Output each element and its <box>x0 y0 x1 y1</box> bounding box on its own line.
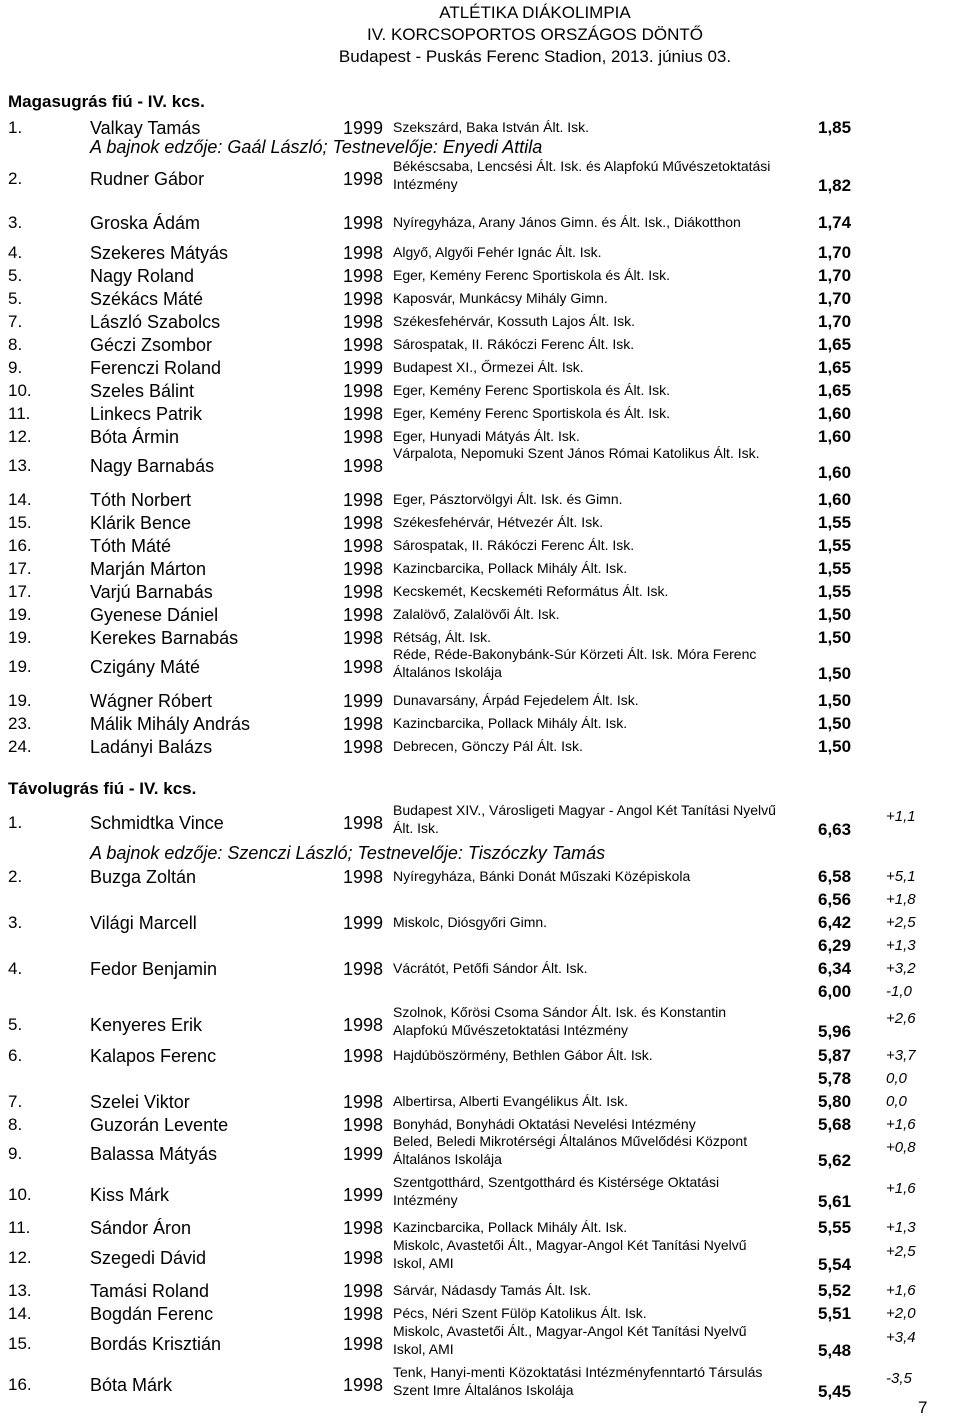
athlete-name: Ladányi Balázs <box>90 737 213 757</box>
athlete-year: 1998 <box>343 427 384 447</box>
athlete-wind: +1,3 <box>886 937 916 954</box>
athlete-year: 1998 <box>343 867 384 887</box>
athlete-name: Tamási Roland <box>90 1281 210 1301</box>
athlete-name: Szeles Bálint <box>90 381 195 401</box>
athlete-year: 1998 <box>343 1334 384 1354</box>
athlete-name: Sándor Áron <box>90 1218 192 1238</box>
athlete-name: Wágner Róbert <box>90 691 213 711</box>
athlete-school: Eger, Kemény Ferenc Sportiskola és Ált. Isk. <box>393 405 671 421</box>
result-row <box>0 1133 960 1170</box>
athlete-rank: 17. <box>8 559 32 578</box>
athlete-rank: 5. <box>8 289 23 308</box>
athlete-school: Albertirsa, Alberti Evangélikus Ált. Isk. <box>393 1093 628 1109</box>
athlete-school: Nyíregyháza, Arany János Gimn. és Ált. Isk., Diákotthon <box>393 214 741 230</box>
athlete-year: 1998 <box>343 657 384 677</box>
athlete-result: 1,65 <box>818 335 852 354</box>
athlete-rank: 16. <box>8 1375 32 1394</box>
result-row <box>0 1174 960 1211</box>
result-row <box>0 533 960 556</box>
athlete-rank: 10. <box>8 1185 32 1204</box>
athlete-school: Szolnok, Kőrösi Csoma Sándor Ált. Isk. és Konstantin Alapfokú Művészetoktatási Intézmény <box>393 1004 727 1038</box>
athlete-year: 1998 <box>343 1304 384 1324</box>
athlete-name: Tóth Máté <box>90 536 172 556</box>
athlete-result: 5,87 <box>818 1046 852 1065</box>
athlete-name: Szelei Viktor <box>90 1092 190 1112</box>
athlete-name: Málik Mihály András <box>90 714 251 734</box>
athlete-year: 1998 <box>343 628 384 648</box>
athlete-rank: 9. <box>8 358 23 377</box>
athlete-name: Groska Ádám <box>90 213 201 233</box>
athlete-name: Ferenczi Roland <box>90 358 222 378</box>
athlete-school: Budapest XI., Őrmezei Ált. Isk. <box>393 359 584 375</box>
athlete-school: Miskolc, Avastetői Ált., Magyar-Angol Két Tanítási Nyelvű Iskol, AMI <box>393 1237 747 1271</box>
athlete-wind: +0,8 <box>886 1139 916 1156</box>
athlete-school: Kazincbarcika, Pollack Mihály Ált. Isk. <box>393 1219 628 1235</box>
athlete-rank: 19. <box>8 691 32 710</box>
athlete-wind: 0,0 <box>886 1093 907 1110</box>
athlete-name: Klárik Bence <box>90 513 192 533</box>
athlete-name: Tóth Norbert <box>90 490 192 510</box>
athlete-result: 5,62 <box>818 1151 852 1170</box>
athlete-result: 5,45 <box>818 1382 852 1401</box>
athlete-school: Zalalövő, Zalalövői Ált. Isk. <box>393 606 560 622</box>
athlete-school: Dunavarsány, Árpád Fejedelem Ált. Isk. <box>393 692 639 708</box>
athlete-rank: 15. <box>8 513 32 532</box>
athlete-rank: 13. <box>8 1281 32 1300</box>
athlete-rank: 8. <box>8 335 23 354</box>
athlete-rank: 5. <box>8 266 23 285</box>
athlete-rank: 10. <box>8 381 32 400</box>
athlete-school: Szekszárd, Baka István Ált. Isk. <box>393 119 590 135</box>
athlete-year: 1998 <box>343 536 384 556</box>
athlete-year: 1998 <box>343 737 384 757</box>
result-row <box>0 1004 960 1041</box>
athlete-result: 5,68 <box>818 1115 852 1134</box>
athlete-rank: 3. <box>8 913 23 932</box>
result-row <box>0 445 960 482</box>
athlete-name: Székács Máté <box>90 289 204 309</box>
athlete-rank: 7. <box>8 312 23 331</box>
athlete-year: 1998 <box>343 1281 384 1301</box>
result-row <box>0 887 960 910</box>
athlete-school: Székesfehérvár, Kossuth Lajos Ált. Isk. <box>393 313 636 329</box>
athlete-name: Világi Marcell <box>90 913 197 933</box>
result-row <box>0 158 960 195</box>
result-row <box>0 1323 960 1360</box>
athlete-school: Kecskemét, Kecskeméti Református Ált. Isk. <box>393 583 669 599</box>
result-row <box>0 646 960 683</box>
athlete-rank: 15. <box>8 1334 32 1353</box>
athlete-result: 5,96 <box>818 1022 852 1041</box>
result-row <box>0 263 960 286</box>
result-row <box>0 210 960 233</box>
athlete-year: 1998 <box>343 266 384 286</box>
long-jump-title: Távolugrás fiú - IV. kcs. <box>8 779 197 798</box>
athlete-year: 1998 <box>343 1218 384 1238</box>
page-number: 7 <box>918 1398 928 1417</box>
athlete-name: Guzorán Levente <box>90 1115 229 1135</box>
result-row <box>0 802 960 839</box>
result-row <box>0 1278 960 1301</box>
athlete-name: Schmidtka Vince <box>90 813 224 833</box>
athlete-result: 1,60 <box>818 490 852 509</box>
athlete-rank: 8. <box>8 1115 23 1134</box>
athlete-year: 1998 <box>343 381 384 401</box>
result-row <box>0 309 960 332</box>
result-row <box>0 1364 960 1401</box>
athlete-school: Réde, Réde-Bakonybánk-Súr Körzeti Ált. Isk. Móra Ferenc Általános Iskolája <box>393 646 757 680</box>
athlete-result: 6,42 <box>818 913 852 932</box>
athlete-name: Bordás Krisztián <box>90 1334 222 1354</box>
athlete-name: Balassa Mátyás <box>90 1144 218 1164</box>
athlete-result: 1,50 <box>818 691 852 710</box>
athlete-year: 1998 <box>343 813 384 833</box>
athlete-wind: +2,5 <box>886 914 916 931</box>
athlete-year: 1998 <box>343 404 384 424</box>
athlete-year: 1999 <box>343 1144 384 1164</box>
athlete-year: 1998 <box>343 1046 384 1066</box>
result-row <box>0 401 960 424</box>
result-row <box>0 688 960 711</box>
athlete-result: 1,65 <box>818 358 852 377</box>
result-row <box>0 711 960 734</box>
result-row <box>0 355 960 378</box>
athlete-wind: +2,6 <box>886 1010 916 1027</box>
athlete-year: 1998 <box>343 559 384 579</box>
athlete-rank: 6. <box>8 1046 23 1065</box>
athlete-name: Bóta Márk <box>90 1375 173 1395</box>
athlete-school: Eger, Kemény Ferenc Sportiskola és Ált. Isk. <box>393 267 671 283</box>
result-row <box>0 1215 960 1238</box>
athlete-school: Kazincbarcika, Pollack Mihály Ált. Isk. <box>393 560 628 576</box>
athlete-name: Fedor Benjamin <box>90 959 218 979</box>
athlete-wind: +1,6 <box>886 1116 916 1133</box>
result-row <box>0 556 960 579</box>
athlete-rank: 16. <box>8 536 32 555</box>
athlete-wind: +2,0 <box>886 1305 916 1322</box>
athlete-rank: 14. <box>8 490 32 509</box>
result-row <box>0 286 960 309</box>
athlete-school: Sárospatak, II. Rákóczi Ferenc Ált. Isk. <box>393 336 635 352</box>
athlete-name: Kerekes Barnabás <box>90 628 239 648</box>
high-jump-coach-note: A bajnok edzője: Gaál László; Testnevelője: Enyedi Attila <box>90 137 543 157</box>
athlete-school: Rétság, Ált. Isk. <box>393 629 492 645</box>
athlete-name: Szekeres Mátyás <box>90 243 229 263</box>
athlete-rank: 19. <box>8 628 32 647</box>
athlete-name: Varjú Barnabás <box>90 582 213 602</box>
athlete-school: Sárvár, Nádasdy Tamás Ált. Isk. <box>393 1282 592 1298</box>
athlete-year: 1998 <box>343 490 384 510</box>
athlete-wind: +3,7 <box>886 1047 916 1064</box>
athlete-result: 5,52 <box>818 1281 852 1300</box>
athlete-name: László Szabolcs <box>90 312 221 332</box>
athlete-school: Eger, Pásztorvölgyi Ált. Isk. és Gimn. <box>393 491 623 507</box>
athlete-rank: 12. <box>8 427 32 446</box>
athlete-result: 6,56 <box>818 890 852 909</box>
result-row <box>0 1301 960 1324</box>
athlete-wind: +1,1 <box>886 808 916 825</box>
athlete-name: Szegedi Dávid <box>90 1248 207 1268</box>
athlete-result: 5,54 <box>818 1255 852 1274</box>
athlete-wind: +3,4 <box>886 1329 916 1346</box>
result-row <box>0 979 960 1002</box>
athlete-rank: 7. <box>8 1092 23 1111</box>
athlete-result: 1,74 <box>818 213 852 232</box>
athlete-result: 1,60 <box>818 404 852 423</box>
athlete-school: Tenk, Hanyi-menti Közoktatási Intézményfenntartó Társulás Szent Imre Általános Iskolája <box>393 1364 763 1398</box>
athlete-school: Eger, Kemény Ferenc Sportiskola és Ált. Isk. <box>393 382 671 398</box>
athlete-year: 1999 <box>343 691 384 711</box>
result-row <box>0 602 960 625</box>
athlete-name: Valkay Tamás <box>90 118 201 138</box>
athlete-result: 1,50 <box>818 737 852 756</box>
athlete-rank: 12. <box>8 1248 32 1267</box>
athlete-rank: 5. <box>8 1015 23 1034</box>
athlete-result: 1,50 <box>818 605 852 624</box>
result-row <box>0 378 960 401</box>
result-row <box>0 864 960 887</box>
athlete-wind: -1,0 <box>886 983 912 1000</box>
result-row <box>0 115 960 138</box>
athlete-rank: 23. <box>8 714 32 733</box>
athlete-rank: 14. <box>8 1304 32 1323</box>
athlete-school: Debrecen, Gönczy Pál Ált. Isk. <box>393 738 583 754</box>
athlete-result: 1,55 <box>818 513 852 532</box>
athlete-name: Géczi Zsombor <box>90 335 213 355</box>
athlete-result: 1,70 <box>818 289 852 308</box>
athlete-result: 5,51 <box>818 1304 852 1323</box>
athlete-name: Linkecs Patrik <box>90 404 203 424</box>
athlete-result: 1,70 <box>818 266 852 285</box>
athlete-wind: -3,5 <box>886 1370 912 1387</box>
athlete-result: 6,29 <box>818 936 852 955</box>
athlete-wind: +1,8 <box>886 891 916 908</box>
athlete-rank: 9. <box>8 1144 23 1163</box>
athlete-name: Bogdán Ferenc <box>90 1304 214 1324</box>
page-header <box>0 2 960 68</box>
athlete-name: Rudner Gábor <box>90 169 205 189</box>
result-row <box>0 933 960 956</box>
athlete-year: 1998 <box>343 312 384 332</box>
athlete-name: Marján Márton <box>90 559 207 579</box>
athlete-school: Bonyhád, Bonyhádi Oktatási Nevelési Intézmény <box>393 1116 696 1132</box>
athlete-name: Czigány Máté <box>90 657 201 677</box>
result-row <box>0 1066 960 1089</box>
athlete-year: 1998 <box>343 243 384 263</box>
result-row <box>0 734 960 757</box>
athlete-school: Hajdúböszörmény, Bethlen Gábor Ált. Isk. <box>393 1047 653 1063</box>
athlete-result: 6,34 <box>818 959 852 978</box>
athlete-rank: 19. <box>8 605 32 624</box>
athlete-year: 1998 <box>343 605 384 625</box>
athlete-wind: +2,5 <box>886 1243 916 1260</box>
athlete-school: Kazincbarcika, Pollack Mihály Ált. Isk. <box>393 715 628 731</box>
athlete-name: Kiss Márk <box>90 1185 170 1205</box>
athlete-name: Bóta Ármin <box>90 427 180 447</box>
athlete-result: 5,78 <box>818 1069 852 1088</box>
athlete-name: Gyenese Dániel <box>90 605 219 625</box>
header-competition: IV. KORCSOPORTOS ORSZÁGOS DÖNTŐ <box>367 25 703 44</box>
athlete-result: 6,63 <box>818 820 852 839</box>
athlete-wind: +5,1 <box>886 868 916 885</box>
athlete-year: 1998 <box>343 335 384 355</box>
athlete-school: Miskolc, Diósgyőri Gimn. <box>393 914 548 930</box>
athlete-result: 1,55 <box>818 559 852 578</box>
athlete-year: 1998 <box>343 1375 384 1395</box>
athlete-result: 1,60 <box>818 427 852 446</box>
athlete-year: 1998 <box>343 213 384 233</box>
athlete-school: Székesfehérvár, Hétvezér Ált. Isk. <box>393 514 604 530</box>
athlete-result: 1,55 <box>818 536 852 555</box>
athlete-school: Szentgotthárd, Szentgotthárd és Kistérsége Oktatási Intézmény <box>393 1174 720 1208</box>
athlete-year: 1998 <box>343 1248 384 1268</box>
athlete-school: Pécs, Néri Szent Fülöp Katolikus Ált. Isk. <box>393 1305 647 1321</box>
athlete-school: Budapest XIV., Városligeti Magyar - Angol Két Tanítási Nyelvű Ált. Isk. <box>393 802 776 836</box>
athlete-rank: 2. <box>8 867 23 886</box>
athlete-school: Békéscsaba, Lencsési Ált. Isk. és Alapfokú Művészetoktatási Intézmény <box>393 158 771 192</box>
athlete-rank: 11. <box>8 404 31 423</box>
athlete-result: 1,65 <box>818 381 852 400</box>
athlete-school: Beled, Beledi Mikrotérségi Általános Művelődési Központ Általános Iskolája <box>393 1133 748 1167</box>
athlete-wind: 0,0 <box>886 1070 907 1087</box>
athlete-result: 5,55 <box>818 1218 852 1237</box>
athlete-rank: 11. <box>8 1218 31 1237</box>
result-row <box>0 240 960 263</box>
athlete-name: Nagy Barnabás <box>90 456 215 476</box>
result-row <box>0 487 960 510</box>
athlete-year: 1998 <box>343 1092 384 1112</box>
long-jump-coach-note: A bajnok edzője: Szenczi László; Testnevelője: Tiszóczky Tamás <box>90 843 606 863</box>
athlete-year: 1999 <box>343 118 384 138</box>
athlete-result: 5,61 <box>818 1192 852 1211</box>
result-row <box>0 332 960 355</box>
athlete-year: 1999 <box>343 913 384 933</box>
athlete-rank: 19. <box>8 657 32 676</box>
athlete-year: 1998 <box>343 582 384 602</box>
athlete-school: Miskolc, Avastetői Ált., Magyar-Angol Két Tanítási Nyelvű Iskol, AMI <box>393 1323 747 1357</box>
athlete-rank: 17. <box>8 582 32 601</box>
athlete-result: 5,80 <box>818 1092 852 1111</box>
athlete-wind: +1,3 <box>886 1219 916 1236</box>
athlete-school: Kaposvár, Munkácsy Mihály Gimn. <box>393 290 608 306</box>
athlete-name: Kenyeres Erik <box>90 1015 203 1035</box>
athlete-result: 6,58 <box>818 867 852 886</box>
result-row <box>0 1043 960 1066</box>
athlete-result: 6,00 <box>818 982 852 1001</box>
athlete-year: 1998 <box>343 1015 384 1035</box>
result-row <box>0 579 960 602</box>
athlete-school: Eger, Hunyadi Mátyás Ált. Isk. <box>393 428 580 444</box>
result-row <box>0 910 960 933</box>
athlete-school: Nyíregyháza, Bánki Donát Műszaki Középiskola <box>393 868 691 884</box>
result-row <box>0 510 960 533</box>
result-row <box>0 956 960 979</box>
athlete-rank: 2. <box>8 169 23 188</box>
athlete-rank: 13. <box>8 456 32 475</box>
athlete-year: 1998 <box>343 456 384 476</box>
header-venue-date: Budapest - Puskás Ferenc Stadion, 2013. június 03. <box>338 47 732 66</box>
athlete-rank: 4. <box>8 959 23 978</box>
result-row <box>0 1237 960 1274</box>
athlete-name: Buzga Zoltán <box>90 867 197 887</box>
athlete-year: 1998 <box>343 169 384 189</box>
athlete-result: 1,50 <box>818 714 852 733</box>
athlete-wind: +3,2 <box>886 960 916 977</box>
athlete-school: Sárospatak, II. Rákóczi Ferenc Ált. Isk. <box>393 537 635 553</box>
athlete-year: 1999 <box>343 358 384 378</box>
athlete-result: 1,70 <box>818 312 852 331</box>
athlete-rank: 4. <box>8 243 23 262</box>
athlete-year: 1999 <box>343 1185 384 1205</box>
high-jump-title: Magasugrás fiú - IV. kcs. <box>8 92 205 111</box>
athlete-result: 1,60 <box>818 463 852 482</box>
athlete-rank: 24. <box>8 737 32 756</box>
athlete-year: 1998 <box>343 1115 384 1135</box>
athlete-year: 1998 <box>343 289 384 309</box>
athlete-school: Algyő, Algyői Fehér Ignác Ált. Isk. <box>393 244 602 260</box>
athlete-school: Vácrátót, Petőfi Sándor Ált. Isk. <box>393 960 588 976</box>
athlete-rank: 1. <box>8 118 23 137</box>
athlete-result: 1,55 <box>818 582 852 601</box>
athlete-name: Kalapos Ferenc <box>90 1046 217 1066</box>
athlete-wind: +1,6 <box>886 1180 916 1197</box>
header-event-title: ATLÉTIKA DIÁKOLIMPIA <box>439 3 631 22</box>
athlete-year: 1998 <box>343 714 384 734</box>
athlete-result: 1,50 <box>818 628 852 647</box>
athlete-year: 1998 <box>343 959 384 979</box>
athlete-result: 1,70 <box>818 243 852 262</box>
athlete-wind: +1,6 <box>886 1282 916 1299</box>
athlete-name: Nagy Roland <box>90 266 195 286</box>
athlete-result: 1,85 <box>818 118 852 137</box>
athlete-school: Várpalota, Nepomuki Szent János Római Katolikus Ált. Isk. <box>393 445 760 461</box>
athlete-year: 1998 <box>343 513 384 533</box>
result-row <box>0 1089 960 1112</box>
athlete-result: 1,82 <box>818 176 852 195</box>
athlete-rank: 3. <box>8 213 23 232</box>
athlete-rank: 1. <box>8 813 23 832</box>
athlete-result: 5,48 <box>818 1341 852 1360</box>
athlete-result: 1,50 <box>818 664 852 683</box>
